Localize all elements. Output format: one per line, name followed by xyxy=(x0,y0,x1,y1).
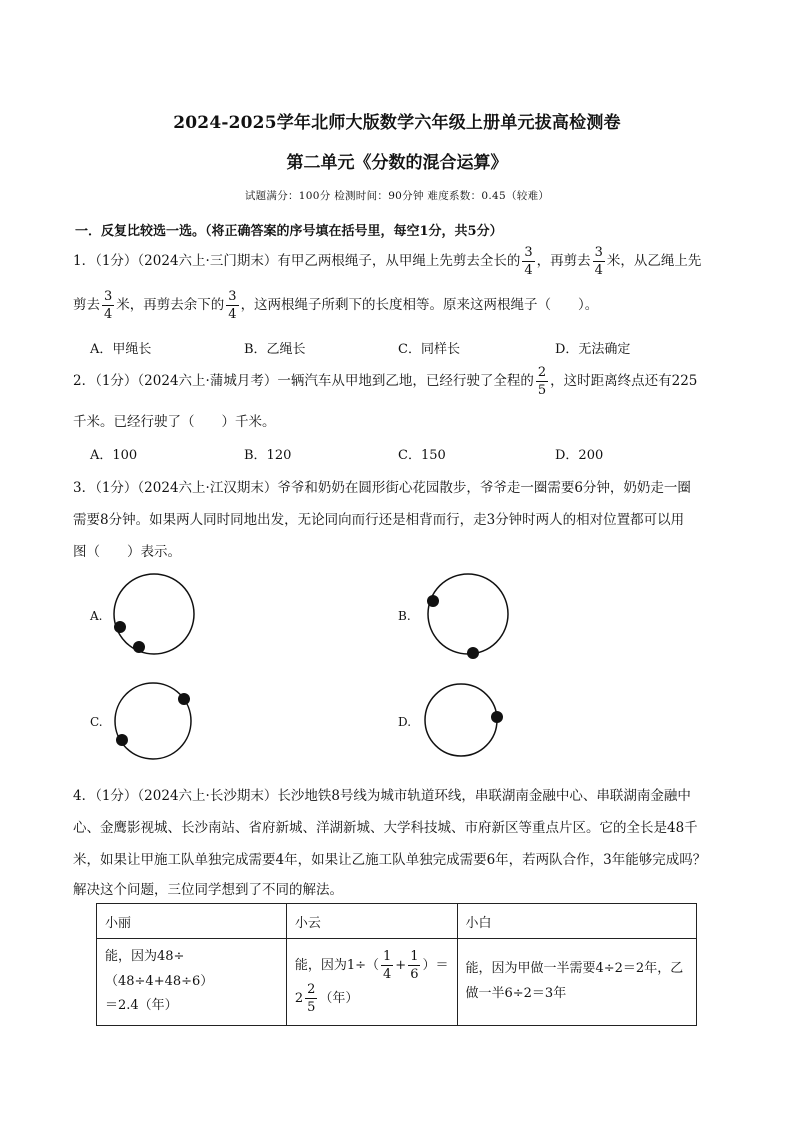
walker-dot xyxy=(467,647,479,659)
xiaoyun-line-2: 2 $\frac{2}{5}$ （年） xyxy=(294,982,359,1016)
q3-line-2: 需要8分钟。如果两人同时同地出发，无论同向而行还是相背而行，走3分钟时两人的相对位置都可以用 xyxy=(73,512,685,528)
fraction: $\frac{2}{5}$ xyxy=(307,982,316,1016)
fraction: $\frac{3}{4}$ xyxy=(228,289,237,322)
cell-xiaoli xyxy=(97,939,287,1026)
q3-option-b-label[interactable]: B. xyxy=(398,609,411,623)
fraction: $\frac{1}{4}$ xyxy=(383,949,392,983)
q1-option-c[interactable]: C．同样长 xyxy=(398,342,460,357)
header-xiaobai: 小白 xyxy=(457,904,697,939)
solutions-table xyxy=(96,903,697,1026)
q4-line-3: 米，如果让甲施工队单独完成需要4年，如果让乙施工队单独完成需要6年，若两队合作，3年能够完成吗？ xyxy=(73,852,707,868)
q2-text: 2．（1分）（2024六上·蒲城月考）一辆汽车从甲地到乙地，已经行驶了全程的 xyxy=(73,373,534,389)
diagram-c[interactable] xyxy=(115,683,191,759)
page-title: 2024-2025学年北师大版数学六年级上册单元拔高检测卷 xyxy=(173,113,621,133)
q2-option-a[interactable]: A．100 xyxy=(90,448,138,463)
cell-xiaoyun xyxy=(286,939,457,1026)
track-circle xyxy=(115,683,191,759)
walker-dot xyxy=(114,621,126,633)
q1-text: ，再剪去 xyxy=(536,253,591,269)
walker-dot xyxy=(133,641,145,653)
xiaoli-line-2: ＝2.4（年） xyxy=(105,998,178,1014)
diagram-d[interactable] xyxy=(425,684,503,756)
walker-dot xyxy=(491,711,503,723)
walker-dot xyxy=(178,693,190,705)
table-header-row xyxy=(97,904,697,939)
track-circle xyxy=(425,684,497,756)
track-circle xyxy=(114,574,194,654)
q3-line-3: 图（ ）表示。 xyxy=(73,544,181,560)
q2-text: ，这时距离终点还有225 xyxy=(550,373,698,389)
section-heading: 一．反复比较选一选。（将正确答案的序号填在括号里，每空1分，共5分） xyxy=(75,224,503,239)
q1-text: 剪去 xyxy=(73,297,100,313)
diagram-b[interactable] xyxy=(427,574,508,659)
fraction: $\frac{3}{4}$ xyxy=(594,245,603,278)
xiaoli-line-1: 能，因为48÷（48÷4+48÷6） xyxy=(105,949,214,989)
q4-line-1: 4．（1分）（2024六上·长沙期末）长沙地铁8号线为城市轨道环线，串联湖南金融中心、串联湖南金融中 xyxy=(73,788,691,804)
q1-text: 1．（1分）（2024六上·三门期末）有甲乙两根绳子，从甲绳上先剪去全长的 xyxy=(73,253,521,269)
walker-dot xyxy=(427,595,439,607)
q1-text: ，这两根绳子所剩下的长度相等。原来这两根绳子（ ）。 xyxy=(240,297,599,313)
table-row xyxy=(97,939,697,1026)
fraction: $\frac{3}{4}$ xyxy=(524,245,533,278)
fraction: $\frac{2}{5}$ xyxy=(537,365,547,398)
xiaoyun-line-1: 能，因为1÷（ $\frac{1}{4}$ + $\frac{1}{6}$ ）＝ xyxy=(294,949,449,983)
diagram-a[interactable] xyxy=(114,574,194,654)
q2-option-d[interactable]: D．200 xyxy=(555,448,604,463)
fraction: $\frac{3}{4}$ xyxy=(104,289,113,322)
q1-option-a[interactable]: A．甲绳长 xyxy=(90,342,152,357)
q2-option-b[interactable]: B．120 xyxy=(244,448,292,463)
header-xiaoli: 小丽 xyxy=(97,904,287,939)
q3-option-d-label[interactable]: D. xyxy=(398,715,412,729)
track-circle xyxy=(428,574,508,654)
q2-line-2: 千米。已经行驶了（ ）千米。 xyxy=(73,414,276,430)
q2-option-c[interactable]: C．150 xyxy=(398,448,446,463)
exam-meta: 试题满分：100分 检测时间：90分钟 难度系数：0.45（较难） xyxy=(244,190,550,202)
cell-xiaobai xyxy=(457,939,697,1026)
q1-text: 米，再剪去余下的 xyxy=(116,297,225,313)
q4-line-4: 解决这个问题，三位同学想到了不同的解法。 xyxy=(73,882,343,898)
q3-option-a-label[interactable]: A. xyxy=(90,609,103,623)
q3-line-1: 3．（1分）（2024六上·江汉期末）爷爷和奶奶在圆形街心花园散步，爷爷走一圈需要6分钟，奶奶走一圈 xyxy=(73,480,691,496)
fraction: $\frac{1}{6}$ xyxy=(410,949,419,983)
q3-option-c-label[interactable]: C. xyxy=(90,715,103,729)
xiaobai-line-2: 做一半6÷2＝3年 xyxy=(465,986,567,1002)
walker-dot xyxy=(116,734,128,746)
q1-option-d[interactable]: D．无法确定 xyxy=(555,342,631,357)
header-xiaoyun: 小云 xyxy=(286,904,457,939)
unit-subtitle: 第二单元《分数的混合运算》 xyxy=(286,153,508,173)
q4-line-2: 心、金鹰影视城、长沙南站、省府新城、洋湖新城、大学科技城、市府新区等重点片区。它的全长是48千 xyxy=(73,820,698,836)
xiaobai-line-1: 能，因为甲做一半需要4÷2＝2年，乙 xyxy=(465,961,684,977)
q1-text: 米，从乙绳上先 xyxy=(606,253,702,269)
q1-option-b[interactable]: B．乙绳长 xyxy=(244,342,306,357)
